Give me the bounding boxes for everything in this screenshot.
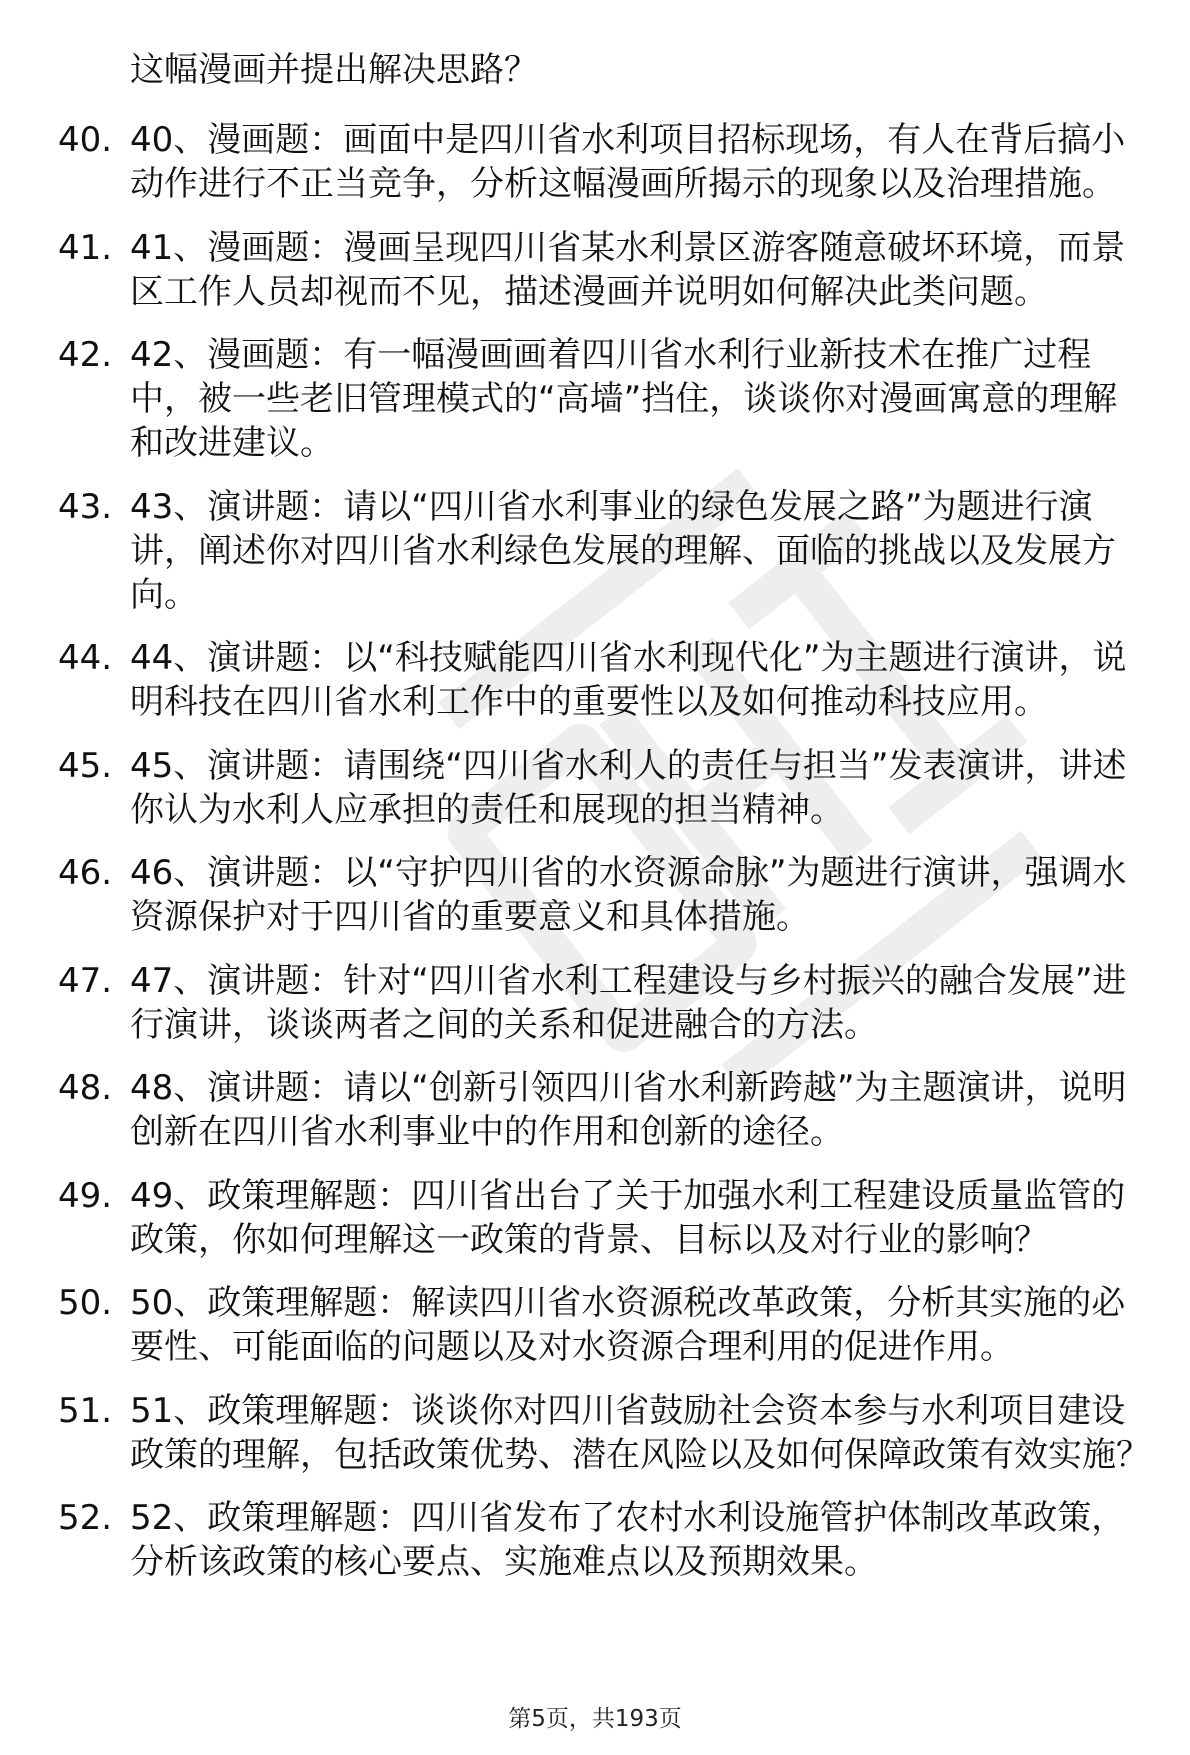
item-number: 42. [58, 335, 113, 375]
continued-question-text: 这幅漫画并提出解决思路？ [130, 50, 538, 90]
item-text: 49、政策理解题：四川省出台了关于加强水利工程建设质量监管的政策，你如何理解这一政策的背景、目标以及对行业的影响？ [130, 1175, 1126, 1260]
item-number: 51. [58, 1390, 113, 1431]
item-number: 44. [58, 638, 113, 678]
list-item [0, 226, 1190, 314]
item-text: 40、漫画题：画面中是四川省水利项目招标现场，有人在背后搞小动作进行不正当竞争，分析这幅漫画所揭示的现象以及治理措施。 [130, 120, 1126, 204]
item-number: 46. [58, 853, 113, 893]
item-text: 50、政策理解题：解读四川省水资源税改革政策，分析其实施的必要性、可能面临的问题以及对水资源合理利用的促进作用。 [130, 1283, 1126, 1367]
list-item [0, 1281, 1190, 1369]
page-number-footer: 第5页，共193页 [508, 1706, 682, 1732]
item-number: 43. [58, 486, 113, 527]
item-number: 50. [58, 1283, 113, 1323]
item-number: 48. [58, 1068, 113, 1108]
item-text: 47、演讲题：针对“四川省水利工程建设与乡村振兴的融合发展”进行演讲，谈谈两者之间的关系和促进融合的方法。 [130, 960, 1127, 1045]
question-list [0, 118, 1190, 1604]
list-item [0, 636, 1190, 724]
list-item [0, 1066, 1190, 1154]
item-number: 49. [58, 1175, 113, 1216]
item-number: 52. [58, 1498, 113, 1538]
list-item [0, 333, 1190, 465]
item-text: 41、漫画题：漫画呈现四川省某水利景区游客随意破坏环境，而景区工作人员却视而不见，描述漫画并说明如何解决此类问题。 [130, 227, 1126, 312]
list-item [0, 118, 1190, 206]
list-item [0, 851, 1190, 939]
item-text: 44、演讲题：以“科技赋能四川省水利现代化”为主题进行演讲，说明科技在四川省水利工作中的重要性以及如何推动科技应用。 [130, 638, 1127, 722]
item-number: 45. [58, 745, 113, 786]
item-text: 43、演讲题：请以“四川省水利事业的绿色发展之路”为题进行演讲，阐述你对四川省水利绿色发展的理解、面临的挑战以及发展方向。 [130, 486, 1116, 615]
list-item [0, 744, 1190, 832]
list-item [0, 1496, 1190, 1584]
item-text: 52、政策理解题：四川省发布了农村水利设施管护体制改革政策，分析该政策的核心要点、实施难点以及预期效果。 [130, 1498, 1126, 1582]
list-item [0, 1174, 1190, 1262]
list-item [0, 485, 1190, 617]
item-text: 46、演讲题：以“守护四川省的水资源命脉”为题进行演讲，强调水资源保护对于四川省的重要意义和具体措施。 [130, 853, 1127, 937]
item-text: 51、政策理解题：谈谈你对四川省鼓励社会资本参与水利项目建设政策的理解，包括政策优势、潜在风险以及如何保障政策有效实施？ [130, 1390, 1150, 1475]
list-item [0, 1389, 1190, 1477]
item-text: 42、漫画题：有一幅漫画画着四川省水利行业新技术在推广过程中，被一些老旧管理模式的“高墙”挡住，谈谈你对漫画寓意的理解和改进建议。 [130, 335, 1118, 463]
list-item [0, 959, 1190, 1047]
item-number: 47. [58, 960, 113, 1001]
item-text: 45、演讲题：请围绕“四川省水利人的责任与担当”发表演讲，讲述你认为水利人应承担的责任和展现的担当精神。 [130, 745, 1127, 830]
item-number: 41. [58, 227, 113, 268]
item-text: 48、演讲题：请以“创新引领四川省水利新跨越”为主题演讲，说明创新在四川省水利事业中的作用和创新的途径。 [130, 1068, 1127, 1152]
item-number: 40. [58, 120, 113, 160]
